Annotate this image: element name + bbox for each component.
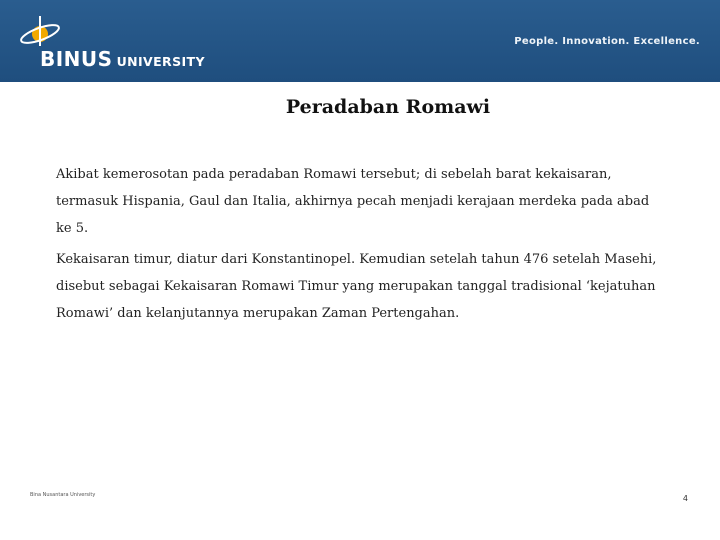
tagline: People. Innovation. Excellence. xyxy=(514,36,700,47)
paragraph-2: Kekaisaran timur, diatur dari Konstantinopel. Kemudian setelah tahun 476 setelah Masehi, disebut sebagai Kekaisaran Romawi Timur yang merupakan tanggal tradisional ‘kejatuhan Romawi’ dan kelanjutannya merupakan Zaman Pertengahan. xyxy=(56,252,657,321)
logo-suffix: UNIVERSITY xyxy=(116,54,205,69)
paragraph-1: Akibat kemerosotan pada peradaban Romawi tersebut; di sebelah barat kekaisaran, termasuk Hispania, Gaul dan Italia, akhirnya pecah menjadi kerajaan merdeka pada abad ke 5. xyxy=(56,167,650,236)
page-number: 4 xyxy=(682,494,688,503)
footer-copyright: Bina Nusantara University xyxy=(30,492,96,498)
binus-logo xyxy=(16,14,216,70)
header-banner xyxy=(0,0,720,82)
logo-wordmark xyxy=(40,47,205,71)
slide-title: Peradaban Romawi xyxy=(285,96,491,118)
logo-brand: BINUS xyxy=(40,47,113,71)
